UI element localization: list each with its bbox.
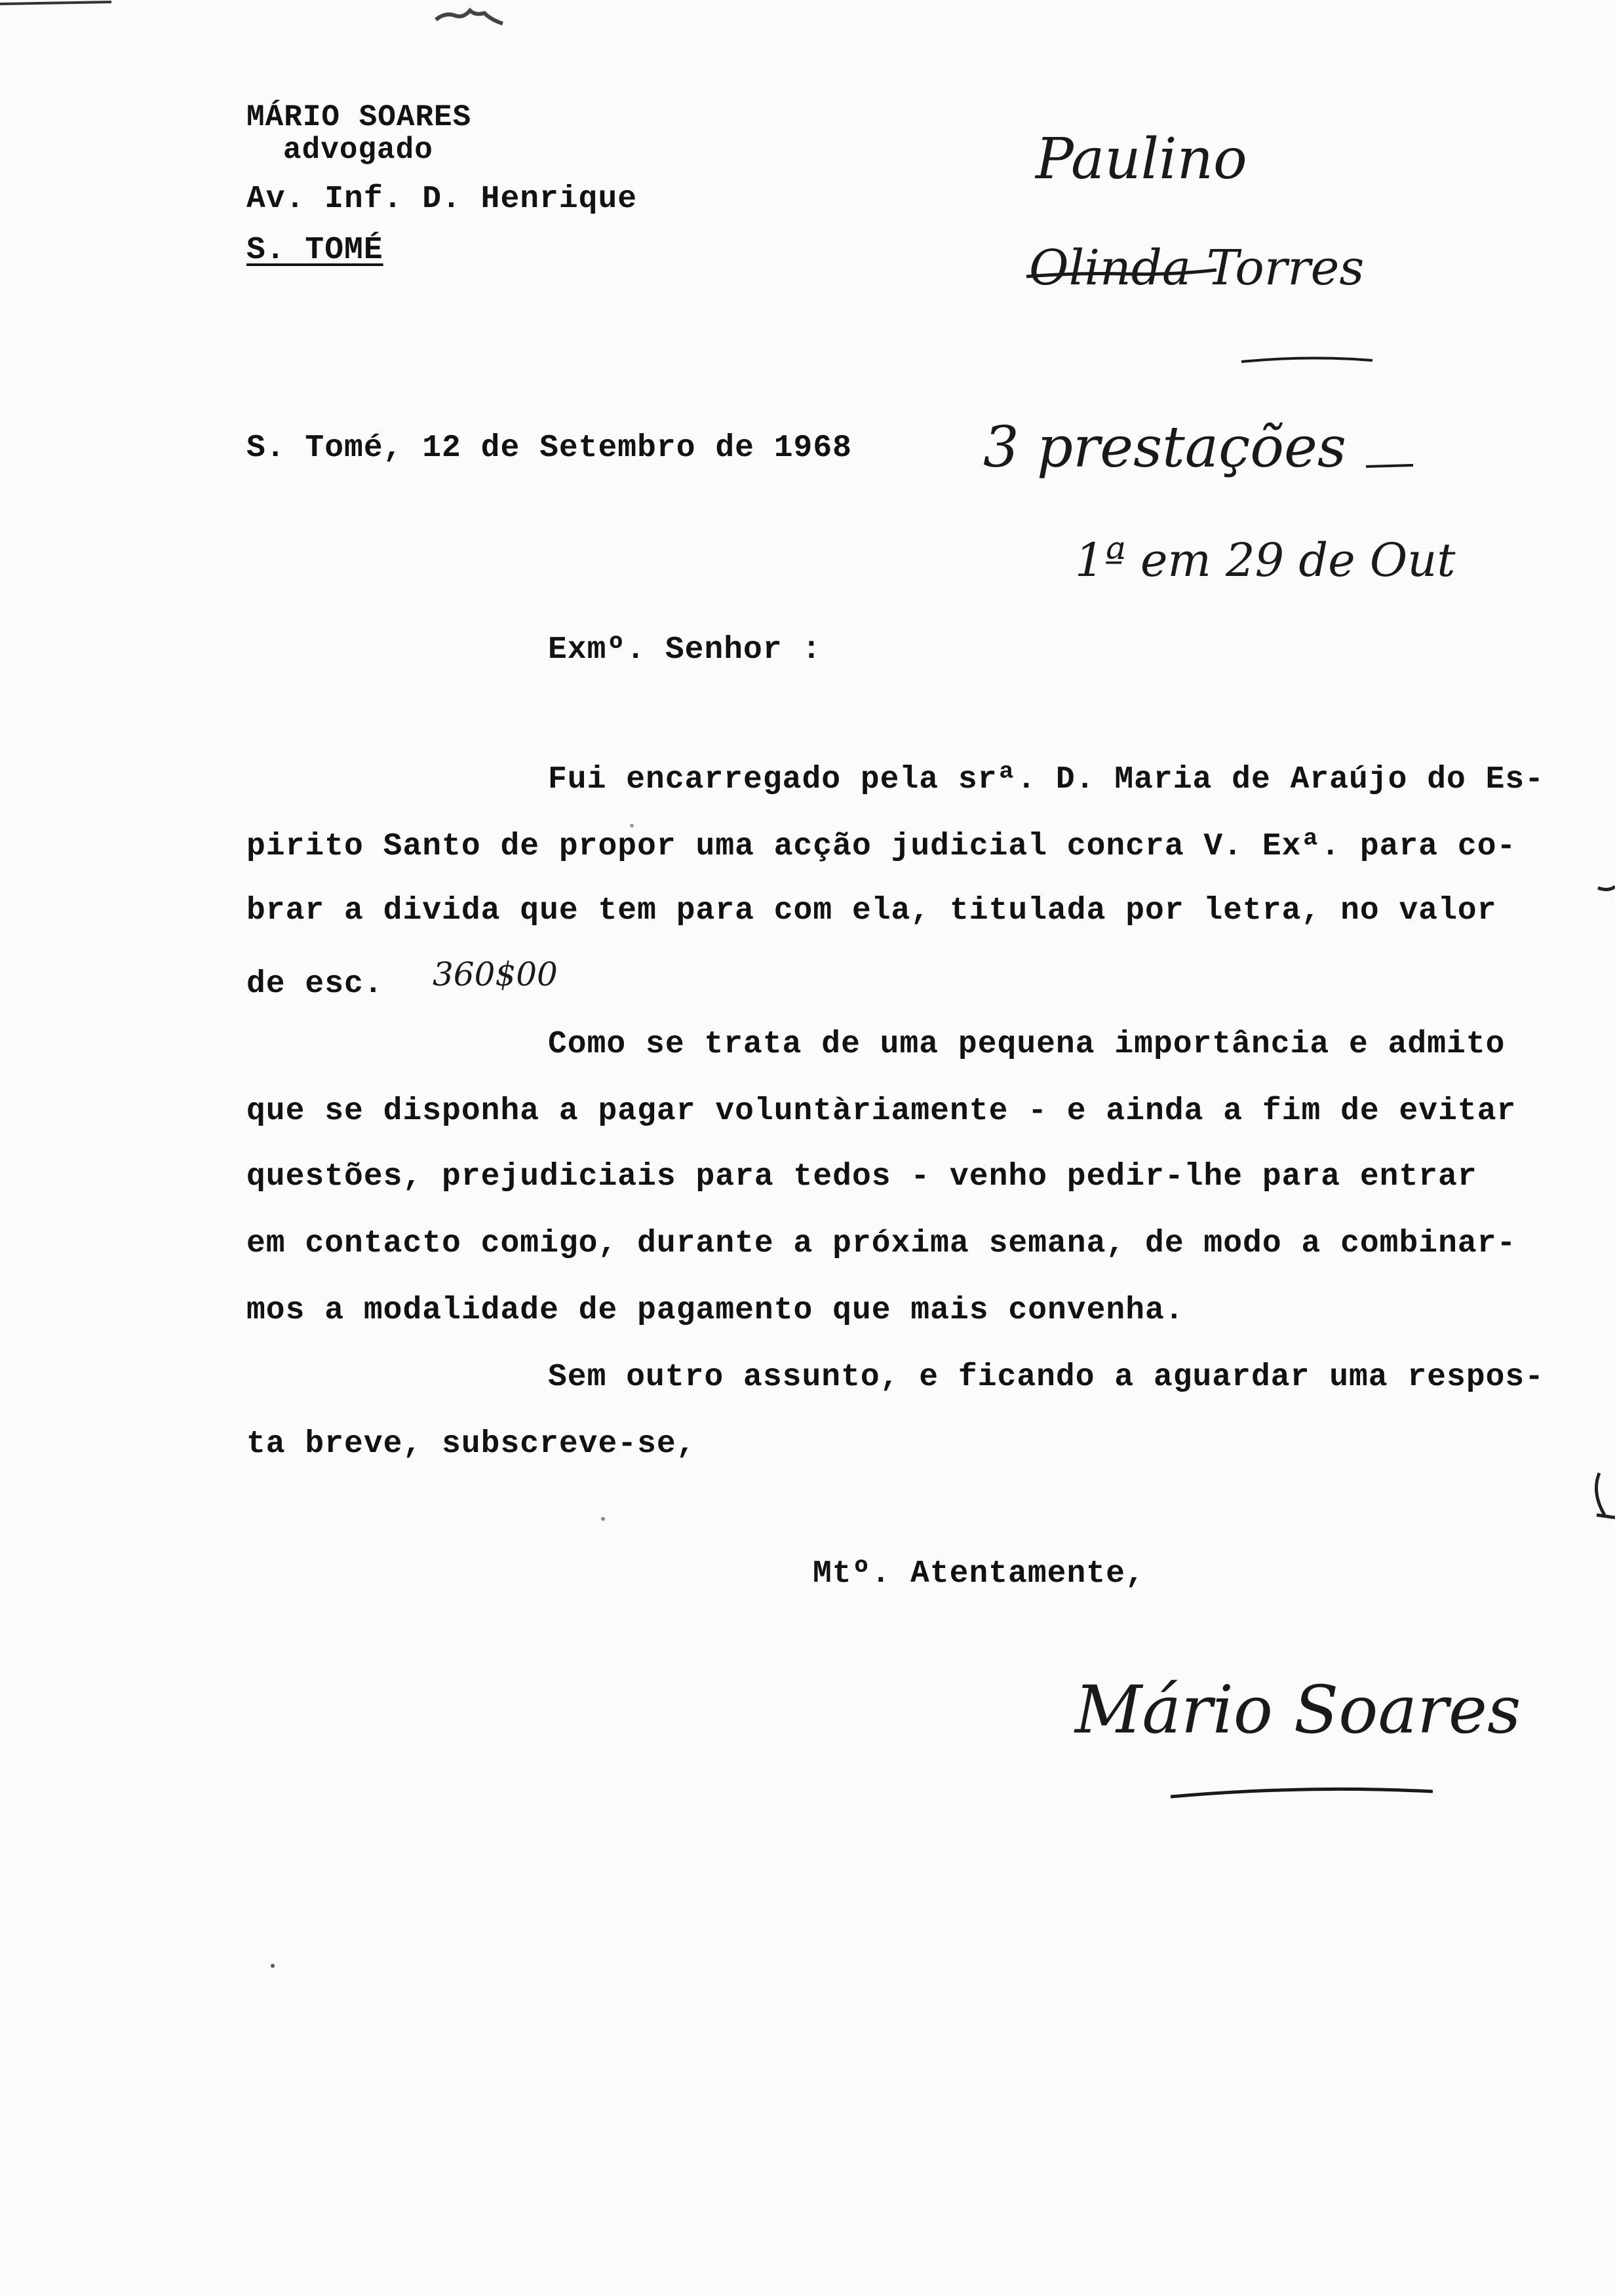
body-line: ta breve, subscreve-se, <box>246 1426 696 1462</box>
body-line: Fui encarregado pela srª. D. Maria de Araújo do Es- <box>548 762 1545 797</box>
date-line: S. Tomé, 12 de Setembro de 1968 <box>246 430 852 466</box>
closing: Mtº. Atentamente, <box>813 1556 1145 1592</box>
handwritten-note: 3 prestações <box>983 415 1347 480</box>
body-line: Sem outro assunto, e ficando a aguardar uma respos- <box>548 1360 1545 1395</box>
body-line: questões, prejudiciais para tedos - venho pedir-lhe para entrar <box>246 1159 1477 1195</box>
body-line: Como se trata de uma pequena importância e admito <box>548 1027 1506 1062</box>
handwritten-amount: 360$00 <box>433 955 558 993</box>
dash-mark <box>1363 459 1416 472</box>
letterhead-profession: advogado <box>283 133 433 167</box>
signature: Mário Soares <box>1075 1672 1521 1748</box>
body-line: de esc. <box>246 966 383 1002</box>
letterhead-name: MÁRIO SOARES <box>246 100 472 134</box>
handwritten-note: Olinda Torres <box>1029 240 1365 296</box>
body-line: pirito Santo de propor uma acção judicial concra V. Exª. para co- <box>246 829 1517 864</box>
underline-mark <box>1239 354 1376 367</box>
strike-through-mark <box>1022 262 1219 288</box>
body-line: em contacto comigo, durante a próxima semana, de modo a combinar- <box>246 1226 1517 1261</box>
body-line: mos a modalidade de pagamento que mais convenha. <box>246 1293 1184 1328</box>
salutation: Exmº. Senhor : <box>548 632 822 668</box>
body-line: brar a divida que tem para com ela, titulada por letra, no valor <box>246 893 1497 928</box>
letterhead-city: S. TOMÉ <box>246 233 383 268</box>
handwritten-note: Paulino <box>1036 126 1247 192</box>
signature-underline <box>1167 1782 1442 1808</box>
body-line: que se disponha a pagar voluntàriamente - e ainda a fim de evitar <box>246 1094 1517 1129</box>
letterhead-address: Av. Inf. D. Henrique <box>246 182 638 217</box>
handwritten-note: 1ª em 29 de Out <box>1075 533 1456 587</box>
